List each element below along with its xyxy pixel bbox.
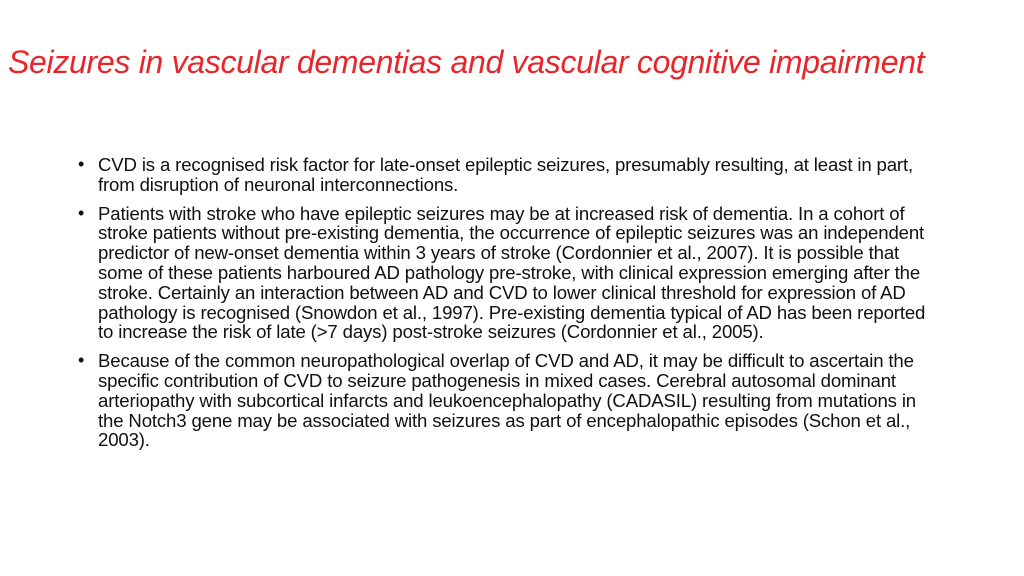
bullet-item	[78, 155, 944, 195]
bullet-icon: •	[78, 202, 85, 223]
bullet-text: Because of the common neuropathological overlap of CVD and AD, it may be difficult to ascertain the specific contribution of CVD to seizure pathogenesis in mixed cases. Cerebral autosomal dominant arteriopathy with subcortical infarcts and leukoencephalopathy (CADASIL) resulting from mutations in the Notch3 gene may be associated with seizures as part of encephalopathic episodes (Schon et al., 2003).	[98, 350, 916, 451]
bullet-list	[78, 155, 944, 459]
bullet-icon: •	[78, 350, 85, 371]
bullet-item	[78, 351, 944, 450]
bullet-text: Patients with stroke who have epileptic seizures may be at increased risk of dementia. In a cohort of stroke patients without pre-existing dementia, the occurrence of epileptic seizures was an independent predictor of new-onset dementia within 3 years of stroke (Cordonnier et al., 2007). It is possible that some of these patients harboured AD pathology pre-stroke, with clinical expression emerging after the stroke. Certainly an interaction between AD and CVD to lower clinical threshold for expression of AD pathology is recognised (Snowdon et al., 1997). Pre-existing dementia typical of AD has been reported to increase the risk of late (>7 days) post-stroke seizures (Cordonnier et al., 2005).	[98, 202, 926, 343]
slide-title: Seizures in vascular dementias and vascular cognitive impairment	[8, 44, 925, 80]
bullet-icon: •	[78, 154, 85, 174]
bullet-item	[78, 204, 944, 343]
bullet-text: CVD is a recognised risk factor for late-onset epileptic seizures, presumably resulting, at least in part, from disruption of neuronal interconnections.	[98, 154, 913, 195]
